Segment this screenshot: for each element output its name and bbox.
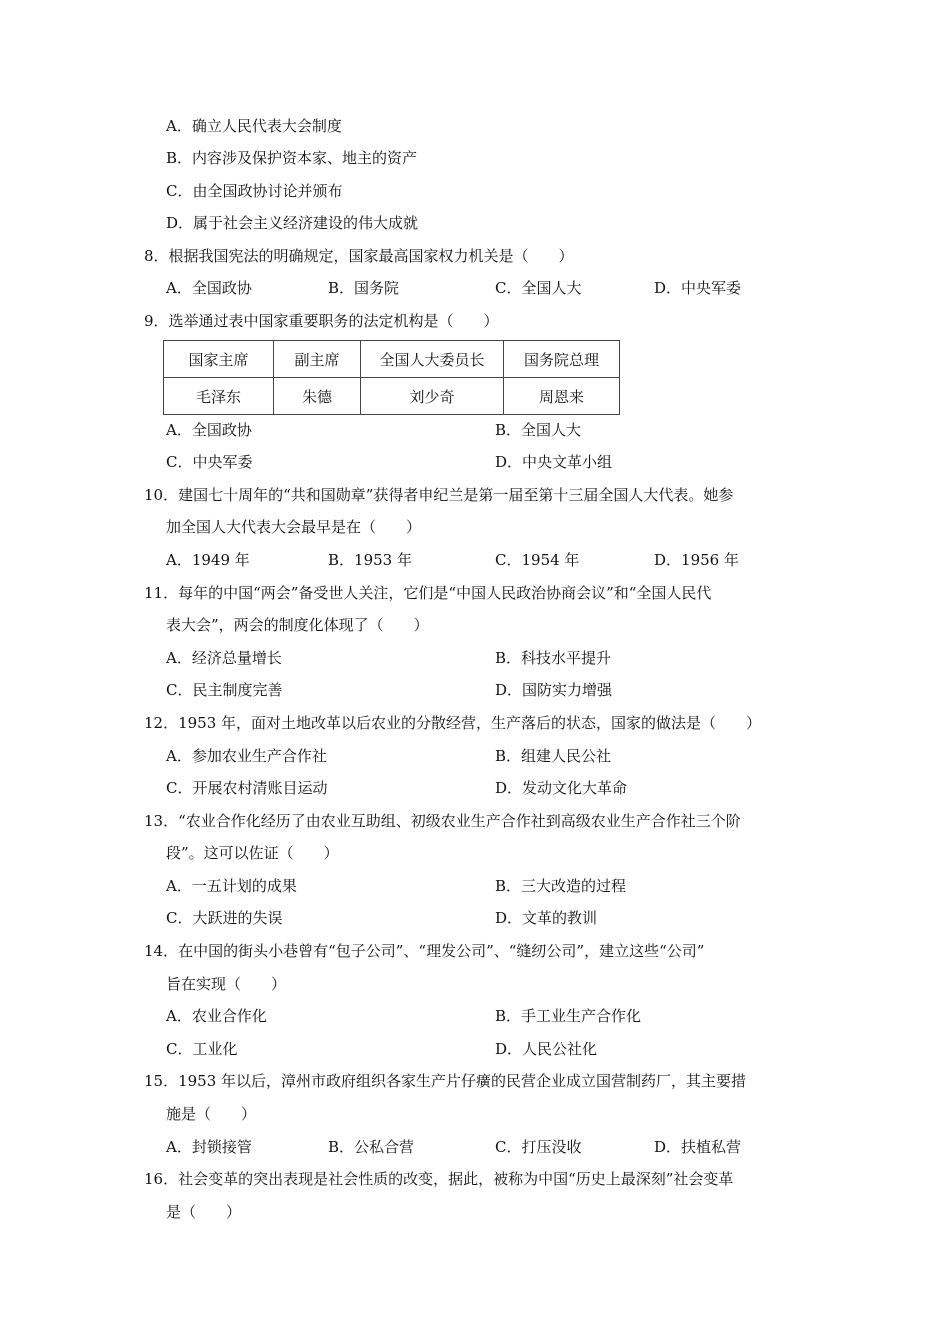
q9-option-a: A．全国政协 <box>166 421 252 439</box>
q9-stem: 9．选举通过表中国家重要职务的法定机构是（ ） <box>144 312 499 330</box>
q15-stem-line1: 15．1953 年以后，漳州市政府组织各家生产片仔癀的民营企业成立国营制药厂，其主要措 <box>144 1072 747 1090</box>
q14-stem-line1: 14．在中国的街头小巷曾有“包子公司”、“理发公司”、“缝纫公司”，建立这些“公司” <box>144 942 705 960</box>
q9-table <box>163 340 620 415</box>
q12-option-a: A．参加农业生产合作社 <box>166 747 327 765</box>
q15-stem-line2: 施是（ ） <box>166 1105 257 1123</box>
q13-option-d: D．文革的教训 <box>495 909 598 927</box>
table-cell: 周恩来 <box>504 378 620 415</box>
q10-option-b: B．1953 年 <box>328 551 412 569</box>
q15-option-d: D．扶植私营 <box>654 1138 742 1156</box>
q10-option-c: C．1954 年 <box>495 551 580 569</box>
q10-stem-line1: 10．建国七十周年的“共和国勋章”获得者申纪兰是第一届至第十三届全国人大代表。她参 <box>144 486 734 504</box>
q12-option-c: C．开展农村清账目运动 <box>166 779 328 797</box>
q11-option-d: D．国防实力增强 <box>495 681 613 699</box>
q14-option-b: B．手工业生产合作化 <box>495 1007 642 1025</box>
q12-option-d: D．发动文化大革命 <box>495 779 628 797</box>
q16-stem-line2: 是（ ） <box>166 1203 242 1221</box>
q11-option-a: A．经济总量增长 <box>166 649 282 667</box>
q8-stem: 8．根据我国宪法的明确规定，国家最高国家权力机关是（ ） <box>144 247 574 265</box>
q8-option-b: B．国务院 <box>328 279 400 297</box>
table-cell: 国务院总理 <box>504 341 620 378</box>
q10-option-a: A．1949 年 <box>166 551 250 569</box>
q13-option-a: A．一五计划的成果 <box>166 877 297 895</box>
q15-option-b: B．公私合营 <box>328 1138 415 1156</box>
q7-option-b: B．内容涉及保护资本家、地主的资产 <box>166 149 418 167</box>
q14-stem-line2: 旨在实现（ ） <box>166 975 287 993</box>
q13-stem-line2: 段”。这可以佐证（ ） <box>166 844 339 862</box>
table-cell: 朱德 <box>274 378 361 415</box>
q13-option-b: B．三大改造的过程 <box>495 877 627 895</box>
q15-option-c: C．打压没收 <box>495 1138 582 1156</box>
q14-option-d: D．人民公社化 <box>495 1040 598 1058</box>
q10-stem-line2: 加全国人大代表大会最早是在（ ） <box>166 518 422 536</box>
q14-option-a: A．农业合作化 <box>166 1007 267 1025</box>
q11-option-b: B．科技水平提升 <box>495 649 612 667</box>
q12-stem: 12．1953 年，面对土地改革以后农业的分散经营，生产落后的状态，国家的做法是（ ） <box>144 714 762 732</box>
table-cell: 刘少奇 <box>361 378 504 415</box>
q12-option-b: B．组建人民公社 <box>495 747 612 765</box>
q14-option-c: C．工业化 <box>166 1040 238 1058</box>
table-row <box>164 378 620 415</box>
q11-option-c: C．民主制度完善 <box>166 681 283 699</box>
q9-option-d: D．中央文革小组 <box>495 453 613 471</box>
q8-option-c: C．全国人大 <box>495 279 582 297</box>
q16-stem-line1: 16．社会变革的突出表现是社会性质的改变，据此，被称为中国“历史上最深刻”社会变革 <box>144 1170 734 1188</box>
table-cell: 国家主席 <box>164 341 274 378</box>
q9-option-c: C．中央军委 <box>166 453 253 471</box>
q11-stem-line1: 11．每年的中国“两会”备受世人关注，它们是“中国人民政治协商会议”和“全国人民代 <box>144 584 712 602</box>
q10-option-d: D．1956 年 <box>654 551 739 569</box>
q8-option-a: A．全国政协 <box>166 279 252 297</box>
table-cell: 全国人大委员长 <box>361 341 504 378</box>
table-cell: 毛泽东 <box>164 378 274 415</box>
q7-option-c: C．由全国政协讨论并颁布 <box>166 182 343 200</box>
q7-option-d: D．属于社会主义经济建设的伟大成就 <box>166 214 419 232</box>
q13-stem-line1: 13．“农业合作化经历了由农业互助组、初级农业生产合作社到高级农业生产合作社三个阶 <box>144 812 741 830</box>
q15-option-a: A．封锁接管 <box>166 1138 252 1156</box>
table-header-row <box>164 341 620 378</box>
q7-option-a: A．确立人民代表大会制度 <box>166 117 342 135</box>
q8-option-d: D．中央军委 <box>654 279 742 297</box>
table-cell: 副主席 <box>274 341 361 378</box>
q11-stem-line2: 表大会”，两会的制度化体现了（ ） <box>166 616 429 634</box>
q9-option-b: B．全国人大 <box>495 421 582 439</box>
q13-option-c: C．大跃进的失误 <box>166 909 283 927</box>
